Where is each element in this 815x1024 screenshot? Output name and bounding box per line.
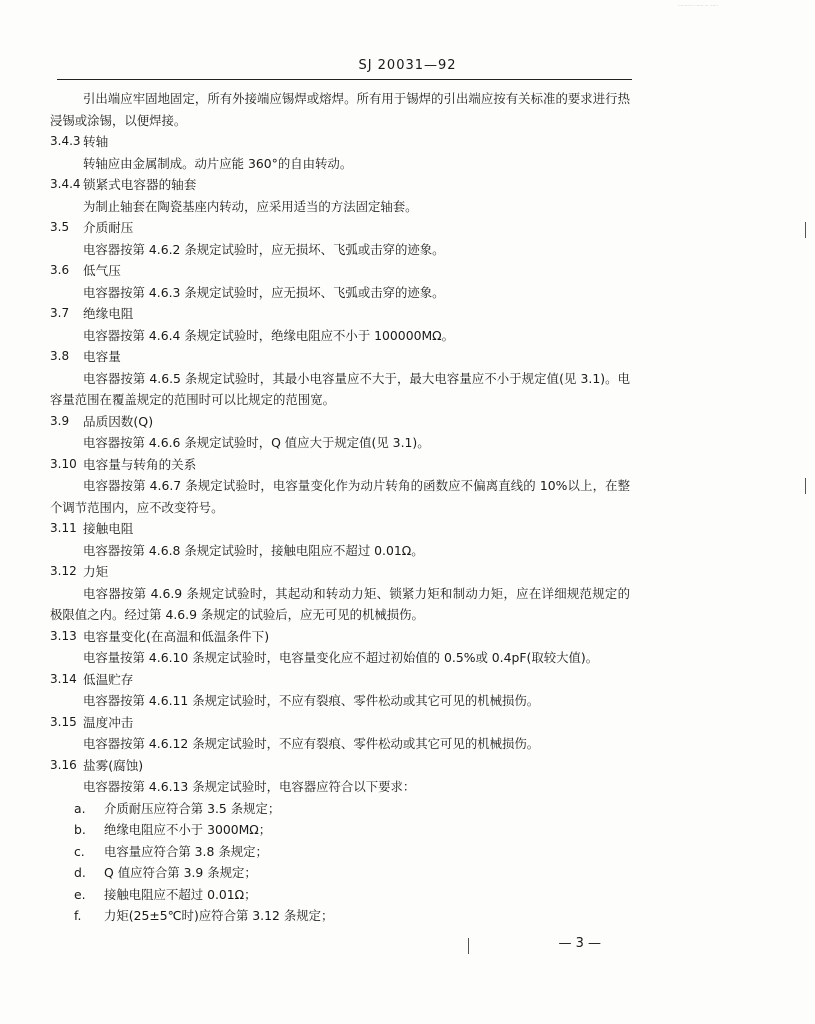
- list-item-label: f.: [74, 908, 82, 923]
- section-number: 3.8: [50, 349, 70, 363]
- section-number: 3.12: [50, 564, 77, 578]
- document-header: SJ 20031—92: [358, 58, 457, 73]
- paragraph: 转轴应由金属制成。动片应能 360°的自由转动。: [83, 155, 353, 171]
- list-item-text: 绝缘电阻应不小于 3000MΩ；: [104, 822, 272, 837]
- section-title: 转轴: [83, 134, 109, 149]
- section-heading: [50, 669, 630, 691]
- list-item: [50, 905, 630, 927]
- section-heading: [50, 346, 630, 368]
- list-item-label: c.: [74, 843, 85, 859]
- list-item-label: b.: [74, 822, 86, 837]
- paragraph: 电容器按第 4.6.5 条规定试验时，其最小电容量应不大于，最大电容量应不小于规定值(见 3.1)。电容量范围在覆盖规定的范围时可以比规定的范围宽。: [50, 370, 630, 407]
- paragraph: 电容器按第 4.6.12 条规定试验时，不应有裂痕、零件松动或其它可见的机械损伤。: [83, 736, 540, 751]
- paragraph: 电容器按第 4.6.2 条规定试验时，应无损坏、飞弧或击穿的迹象。: [83, 241, 445, 257]
- binding-mark-top: [805, 222, 806, 238]
- paragraph: 电容器按第 4.6.9 条规定试验时，其起动和转动力矩、锁紧力矩和制动力矩，应在详细规范规定的极限值之内。经过第 4.6.9 条规定的试验后，应无可见的机械损伤。: [50, 585, 630, 622]
- paragraph: 电容器按第 4.6.8 条规定试验时，接触电阻应不超过 0.01Ω。: [83, 542, 424, 558]
- section-title: 低温贮存: [83, 671, 134, 687]
- section-title: 盐雾(腐蚀): [83, 757, 144, 773]
- section-title: 电容量变化(在高温和低温条件下): [83, 628, 270, 644]
- section-number: 3.4.3: [50, 134, 81, 148]
- section-heading: [50, 260, 630, 282]
- paragraph: 电容器按第 4.6.11 条规定试验时，不应有裂痕、零件松动或其它可见的机械损伤。: [83, 693, 540, 708]
- section-number: 3.11: [50, 521, 77, 535]
- section-heading: [50, 626, 630, 648]
- page-number: — 3 —: [558, 936, 601, 951]
- paragraph: 电容器按第 4.6.7 条规定试验时，电容量变化作为动片转角的函数应不偏离直线的 10%以上，在整个调节范围内，应不改变符号。: [50, 478, 630, 515]
- list-item-text: 电容量应符合第 3.8 条规定；: [104, 843, 268, 859]
- section-heading: [50, 454, 630, 476]
- paragraph: 电容器按第 4.6.4 条规定试验时，绝缘电阻应不小于 100000MΩ。: [83, 327, 455, 343]
- list-item-label: e.: [74, 886, 86, 902]
- section-heading: [50, 174, 630, 196]
- section-heading: [50, 303, 630, 325]
- section-number: 3.13: [50, 628, 77, 643]
- section-number: 3.6: [50, 263, 70, 277]
- binding-mark-middle: [805, 478, 806, 494]
- section-heading: [50, 411, 630, 433]
- section-title: 电容量: [83, 349, 121, 364]
- section-number: 3.9: [50, 413, 70, 428]
- section-title: 接触电阻: [83, 521, 134, 536]
- section-title: 介质耐压: [83, 220, 134, 235]
- list-item: [50, 819, 630, 841]
- section-title: 温度冲击: [83, 714, 134, 730]
- section-heading: [50, 518, 630, 540]
- paragraph: 为制止轴套在陶瓷基座内转动，应采用适当的方法固定轴套。: [83, 198, 418, 214]
- section-number: 3.15: [50, 714, 77, 729]
- paragraph: 电容器按第 4.6.13 条规定试验时，电容器应符合以下要求：: [83, 779, 416, 794]
- section-heading: [50, 755, 630, 777]
- section-number: 3.10: [50, 456, 77, 471]
- list-item-text: 介质耐压应符合第 3.5 条规定；: [104, 800, 281, 816]
- section-title: 力矩: [83, 564, 109, 579]
- section-number: 3.7: [50, 306, 70, 320]
- section-number: 3.14: [50, 671, 77, 686]
- section-heading: [50, 217, 630, 239]
- section-number: 3.4.4: [50, 177, 81, 191]
- section-number: 3.16: [50, 757, 77, 772]
- list-item: [50, 841, 630, 863]
- document-body: [50, 88, 630, 927]
- section-heading: [50, 131, 630, 153]
- list-item-label: a.: [74, 800, 86, 816]
- paragraph: 电容量按第 4.6.10 条规定试验时，电容量变化应不超过初始值的 0.5%或 0.4pF(取较大值)。: [83, 650, 599, 665]
- section-title: 锁紧式电容器的轴套: [83, 177, 197, 192]
- scanner-note: ………… …… … ……: [678, 2, 718, 7]
- list-item-text: 力矩(25±5℃时)应符合第 3.12 条规定；: [104, 908, 334, 923]
- section-title: 绝缘电阻: [83, 306, 134, 321]
- list-item-label: d.: [74, 865, 86, 880]
- paragraph: 引出端应牢固地固定，所有外接端应锡焊或熔焊。所有用于锡焊的引出端应按有关标准的要求进行热浸锡或涂锡，以便焊接。: [50, 91, 630, 128]
- section-number: 3.5: [50, 220, 70, 234]
- header-rule: [57, 79, 632, 80]
- list-item: [50, 862, 630, 884]
- list-item-text: Q 值应符合第 3.9 条规定；: [104, 865, 257, 880]
- paragraph: 电容器按第 4.6.6 条规定试验时，Q 值应大于规定值(见 3.1)。: [83, 435, 430, 450]
- paragraph: 电容器按第 4.6.3 条规定试验时，应无损坏、飞弧或击穿的迹象。: [83, 284, 445, 300]
- section-heading: [50, 712, 630, 734]
- list-item: [50, 884, 630, 906]
- section-title: 品质因数(Q): [83, 413, 154, 429]
- section-heading: [50, 561, 630, 583]
- section-title: 低气压: [83, 263, 121, 278]
- list-item-text: 接触电阻应不超过 0.01Ω；: [104, 886, 257, 902]
- list-item: [50, 798, 630, 820]
- section-title: 电容量与转角的关系: [83, 456, 197, 472]
